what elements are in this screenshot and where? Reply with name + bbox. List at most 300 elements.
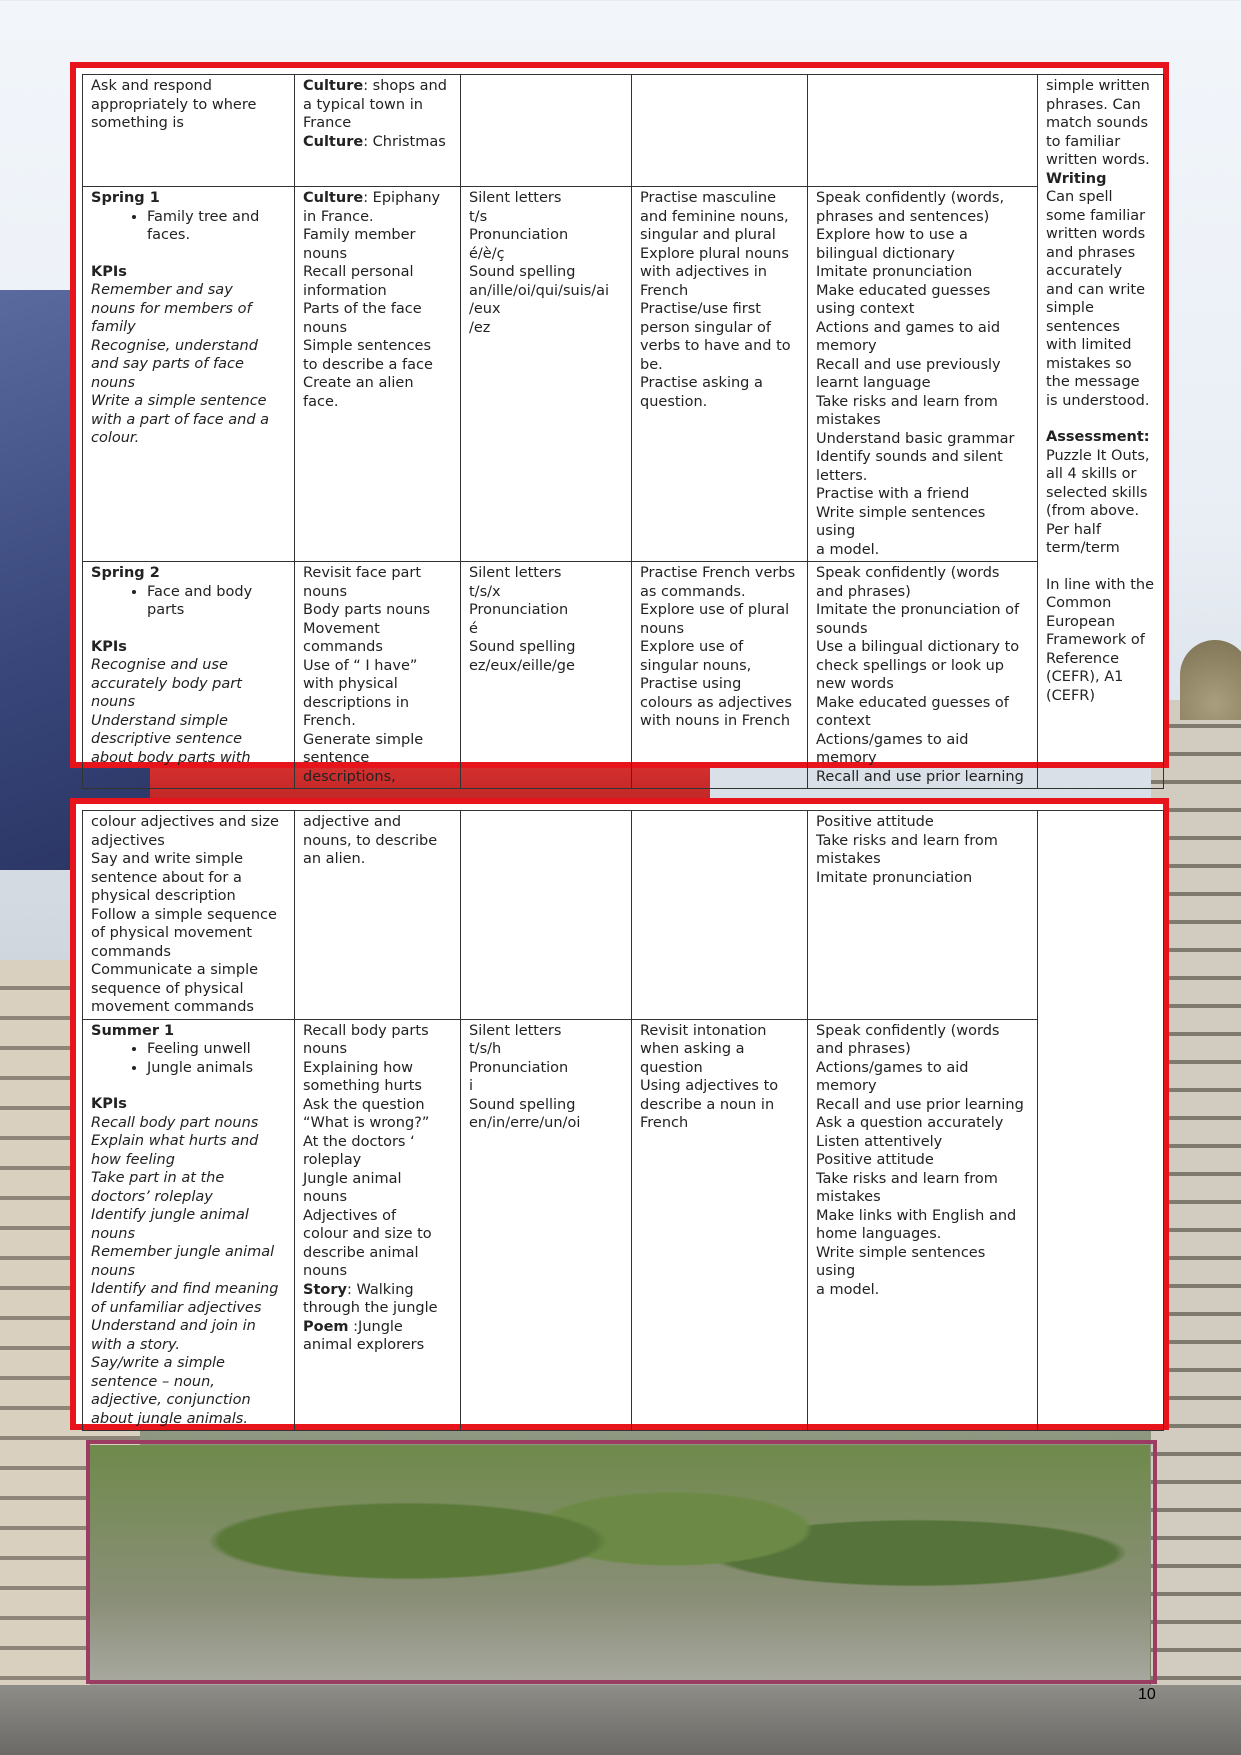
line-text: : Christmas bbox=[363, 133, 446, 150]
line-text: colour and size to bbox=[303, 1226, 432, 1242]
text-line bbox=[303, 1151, 452, 1170]
text-line: nouns bbox=[91, 1225, 135, 1242]
skills-cell bbox=[808, 75, 1038, 187]
text-line: Using adjectives to bbox=[640, 1078, 779, 1094]
text-line: colour adjectives and size bbox=[91, 814, 279, 830]
topic-item: • Feeling unwell bbox=[147, 1040, 286, 1059]
content-cell bbox=[295, 187, 461, 562]
phonics-cell bbox=[461, 187, 632, 562]
text-line bbox=[303, 208, 452, 227]
page-number: 10 bbox=[1138, 1686, 1156, 1703]
line-text: Family member bbox=[303, 227, 416, 243]
text-line: In line with the bbox=[1046, 576, 1155, 593]
text-line: a model. bbox=[816, 541, 880, 558]
text-line: and say parts of face bbox=[91, 356, 244, 372]
text-line: sentence – noun, bbox=[91, 1373, 215, 1390]
text-line: physical description bbox=[91, 888, 236, 904]
text-line: Understand basic grammar bbox=[816, 430, 1015, 447]
text-line: Take risks and learn from bbox=[816, 1170, 998, 1187]
text-line: descriptions in bbox=[303, 694, 410, 711]
text-line bbox=[303, 1262, 452, 1281]
text-line: adjective and bbox=[303, 814, 402, 830]
text-line: verbs to have and to bbox=[640, 338, 791, 354]
text-line: French bbox=[640, 1115, 689, 1131]
line-text: : Epiphany bbox=[363, 190, 441, 206]
line-text: Parts of the face bbox=[303, 301, 422, 317]
text-line bbox=[303, 1299, 452, 1318]
text-line: Positive attitude bbox=[816, 814, 934, 830]
text-line: Explore use of bbox=[640, 639, 744, 655]
unit-cell-spring-2 bbox=[83, 562, 295, 789]
text-line: adjective, conjunction bbox=[91, 1392, 251, 1408]
text-line bbox=[303, 96, 452, 115]
skills-cell bbox=[808, 187, 1038, 562]
topic-list bbox=[91, 1040, 286, 1077]
text-line bbox=[303, 356, 452, 375]
text-line: Remember and say bbox=[91, 282, 233, 298]
topic-item: • Jungle animals bbox=[147, 1059, 286, 1078]
text-line: appropriately to where bbox=[91, 96, 257, 113]
line-text: Explaining how bbox=[303, 1059, 414, 1076]
text-line: sounds bbox=[816, 620, 868, 637]
text-line: Ask a question accurately bbox=[816, 1115, 1004, 1131]
text-line: mistakes bbox=[816, 412, 881, 428]
text-line: Framework of bbox=[1046, 632, 1145, 648]
text-line: Reference bbox=[1046, 650, 1120, 667]
text-line: descriptions, bbox=[303, 768, 396, 785]
line-text: : shops and bbox=[363, 78, 447, 94]
text-line: Communicate a simple bbox=[91, 962, 259, 978]
text-line: Take part in at the bbox=[91, 1170, 225, 1186]
text-line: Pronunciation bbox=[469, 602, 569, 618]
text-line: with limited bbox=[1046, 337, 1132, 353]
text-line bbox=[303, 1281, 452, 1300]
unit-cell bbox=[83, 811, 295, 1020]
text-line: nouns bbox=[91, 374, 135, 391]
text-line: Actions and games to aid bbox=[816, 319, 1001, 336]
text-line: mistakes bbox=[816, 1189, 881, 1205]
text-line: about body parts with bbox=[91, 749, 251, 766]
text-line: Recall and use prior learning bbox=[816, 1096, 1024, 1113]
table-row-summer-1 bbox=[83, 1019, 1164, 1431]
text-line: Practise asking a bbox=[640, 375, 763, 391]
text-line: sequence of physical bbox=[91, 980, 244, 997]
text-line: nouns bbox=[91, 1262, 135, 1279]
text-line: Write simple sentences using bbox=[816, 504, 986, 539]
text-line: some familiar bbox=[1046, 207, 1146, 224]
table-row bbox=[83, 811, 1164, 1020]
text-line: Generate simple bbox=[303, 731, 424, 748]
text-line: a model. bbox=[816, 1281, 880, 1298]
text-line: simple written bbox=[1046, 78, 1150, 94]
text-line: nouns bbox=[91, 694, 135, 710]
text-line: é bbox=[469, 620, 478, 637]
text-line: Common bbox=[1046, 595, 1112, 611]
text-line: movement commands bbox=[91, 999, 254, 1015]
text-line: and can write bbox=[1046, 281, 1146, 298]
text-line: with a story. bbox=[91, 1336, 181, 1353]
text-line: Silent letters bbox=[469, 565, 562, 581]
text-line: phrases. Can bbox=[1046, 96, 1141, 113]
text-line: Listen attentively bbox=[816, 1133, 943, 1150]
text-line: Actions/games to aid bbox=[816, 731, 969, 748]
text-line: Revisit intonation bbox=[640, 1022, 767, 1039]
text-line: of unfamiliar adjectives bbox=[91, 1299, 262, 1316]
assessment-heading: Assessment: bbox=[1046, 429, 1150, 445]
text-line bbox=[303, 1244, 452, 1263]
photo-frame bbox=[86, 1440, 1157, 1684]
line-text: a typical town in bbox=[303, 96, 423, 113]
text-line: accurately bbox=[1046, 263, 1123, 279]
topic-item: • Face and body parts bbox=[147, 583, 286, 620]
background-street bbox=[0, 1685, 1241, 1755]
text-line: adjectives bbox=[91, 832, 165, 849]
content-cell bbox=[295, 562, 461, 789]
line-text: Simple sentences bbox=[303, 338, 432, 354]
text-line: accurately body part bbox=[91, 675, 242, 692]
text-line: i bbox=[469, 1078, 474, 1094]
text-line: person singular of bbox=[640, 319, 771, 336]
line-text: Recall body parts bbox=[303, 1022, 429, 1039]
text-line: singular and plural bbox=[640, 227, 776, 243]
text-line: colour. bbox=[91, 430, 140, 446]
text-line: family bbox=[91, 319, 136, 335]
line-text: nouns bbox=[303, 319, 347, 336]
text-line bbox=[303, 282, 452, 301]
text-line: Take risks and learn from bbox=[816, 832, 998, 849]
text-line bbox=[303, 1336, 452, 1355]
text-line: sentence about for a bbox=[91, 869, 242, 886]
kpis-label: KPIs bbox=[91, 638, 127, 655]
text-line: Body parts nouns bbox=[303, 602, 431, 618]
text-line bbox=[303, 1096, 452, 1115]
text-line: about jungle animals. bbox=[91, 1410, 248, 1427]
writing-heading: Writing bbox=[1046, 170, 1107, 187]
text-line: Imitate pronunciation bbox=[816, 869, 973, 886]
text-line: Write a simple sentence bbox=[91, 393, 267, 409]
text-line bbox=[303, 374, 452, 393]
content-cell bbox=[295, 1019, 461, 1431]
text-line: to familiar bbox=[1046, 133, 1121, 150]
text-line bbox=[303, 1170, 452, 1189]
text-line: descriptive sentence bbox=[91, 731, 243, 747]
text-line: Practise/use first bbox=[640, 301, 761, 317]
topic-list bbox=[91, 583, 286, 620]
text-line: mistakes so bbox=[1046, 355, 1132, 372]
text-line: (CEFR) bbox=[1046, 687, 1096, 704]
text-line bbox=[303, 1318, 452, 1337]
line-text: roleplay bbox=[303, 1152, 362, 1168]
text-line bbox=[303, 1225, 452, 1244]
text-line: Understand and join in bbox=[91, 1318, 256, 1334]
phonics-cell bbox=[461, 1019, 632, 1431]
text-line: Sound spelling bbox=[469, 639, 576, 655]
text-line: learnt language bbox=[816, 375, 931, 391]
text-line: French. bbox=[303, 713, 356, 729]
text-line bbox=[303, 319, 452, 338]
content-cell bbox=[295, 75, 461, 187]
text-line: sentence bbox=[303, 750, 370, 766]
text-line: Movement bbox=[303, 620, 380, 637]
text-line: sentences bbox=[1046, 318, 1120, 335]
text-line: Speak confidently (words bbox=[816, 1022, 1000, 1039]
kpis-label: KPIs bbox=[91, 263, 127, 280]
line-text: Jungle animal bbox=[303, 1170, 402, 1187]
line-text: “What is wrong?” bbox=[303, 1115, 430, 1131]
text-line: Actions/games to aid bbox=[816, 1059, 969, 1076]
text-line bbox=[303, 226, 452, 245]
text-line: Revisit face part bbox=[303, 565, 422, 581]
line-text: Create an alien bbox=[303, 375, 414, 391]
text-line: check spellings or look up bbox=[816, 657, 1004, 674]
text-line: Ask and respond bbox=[91, 78, 212, 94]
text-line: new words bbox=[816, 676, 894, 692]
text-line: Speak confidently (words bbox=[816, 565, 1000, 581]
topic-list bbox=[91, 208, 286, 245]
text-line: and phrases) bbox=[816, 583, 911, 600]
text-line: Take risks and learn from bbox=[816, 393, 998, 410]
text-line: Silent letters bbox=[469, 1022, 562, 1039]
text-line: context bbox=[816, 713, 871, 729]
phonics-cell bbox=[461, 811, 632, 1020]
text-line: Sound spelling bbox=[469, 264, 576, 280]
grammar-cell bbox=[632, 75, 808, 187]
text-line: Say and write simple bbox=[91, 851, 244, 867]
text-line bbox=[303, 1022, 452, 1041]
text-line: Can spell bbox=[1046, 189, 1113, 205]
text-line: (from above. bbox=[1046, 503, 1140, 519]
unit-cell-summer-1 bbox=[83, 1019, 295, 1431]
text-line: term/term bbox=[1046, 540, 1120, 556]
text-line: Identify jungle animal bbox=[91, 1207, 249, 1223]
text-line: an/ille/oi/qui/suis/ai bbox=[469, 282, 610, 299]
text-line: Identify and find meaning bbox=[91, 1281, 279, 1297]
text-line: memory bbox=[816, 750, 877, 766]
text-line bbox=[303, 300, 452, 319]
table-row-spring-1 bbox=[83, 187, 1164, 562]
text-line: Follow a simple sequence bbox=[91, 906, 277, 923]
text-line bbox=[303, 1040, 452, 1059]
line-label: Culture bbox=[303, 190, 364, 206]
text-line bbox=[303, 1133, 452, 1152]
text-line: an alien. bbox=[303, 851, 366, 867]
text-line: Pronunciation bbox=[469, 1059, 569, 1076]
text-line: European bbox=[1046, 613, 1116, 630]
line-text: Ask the question bbox=[303, 1096, 425, 1113]
text-line bbox=[303, 189, 452, 208]
grammar-cell bbox=[632, 1019, 808, 1431]
line-label: Culture bbox=[303, 78, 364, 94]
line-text: nouns bbox=[303, 245, 347, 262]
text-line: with physical bbox=[303, 676, 398, 692]
text-line: /ez bbox=[469, 319, 491, 336]
text-line: and phrases bbox=[1046, 244, 1136, 261]
text-line: Positive attitude bbox=[816, 1152, 934, 1168]
text-line: all 4 skills or bbox=[1046, 466, 1137, 482]
text-line: Say/write a simple bbox=[91, 1355, 225, 1371]
text-line: Use a bilingual dictionary to bbox=[816, 639, 1020, 655]
background-dome bbox=[1180, 640, 1241, 720]
text-line: colours as adjectives bbox=[640, 694, 792, 711]
text-line: match sounds bbox=[1046, 115, 1149, 131]
topic-item: • Family tree and faces. bbox=[147, 208, 286, 245]
text-line: nouns bbox=[303, 583, 347, 600]
skills-cell bbox=[808, 562, 1038, 789]
text-line: /eux bbox=[469, 301, 501, 317]
line-text: through the jungle bbox=[303, 1300, 438, 1316]
text-line: Recognise, understand bbox=[91, 337, 258, 354]
text-line bbox=[303, 133, 452, 152]
text-line: commands bbox=[91, 943, 171, 960]
line-label: Poem bbox=[303, 1318, 349, 1335]
text-line: written words. bbox=[1046, 152, 1150, 168]
text-line: selected skills bbox=[1046, 484, 1148, 501]
text-line bbox=[303, 263, 452, 282]
text-line: how feeling bbox=[91, 1151, 175, 1168]
text-line: Make educated guesses bbox=[816, 282, 991, 299]
text-line: Per half bbox=[1046, 521, 1101, 538]
text-line: Identify sounds and silent bbox=[816, 449, 1003, 465]
text-line: Practise using bbox=[640, 676, 742, 692]
unit-cell bbox=[83, 75, 295, 187]
text-line: with nouns in French bbox=[640, 713, 791, 729]
text-line bbox=[303, 1059, 452, 1078]
text-line bbox=[303, 77, 452, 96]
curriculum-table-section-2 bbox=[70, 798, 1169, 1430]
text-line: and phrases) bbox=[816, 1041, 911, 1057]
text-line: describe a noun in bbox=[640, 1096, 775, 1113]
text-line: commands bbox=[303, 639, 383, 655]
text-line: ez/eux/eille/ge bbox=[469, 657, 575, 674]
text-line: Make links with English and bbox=[816, 1207, 1017, 1224]
text-line: Use of “ I have” bbox=[303, 657, 418, 674]
curriculum-table-2 bbox=[82, 810, 1164, 1431]
text-line: Recall and use prior learning bbox=[816, 768, 1024, 785]
text-line: bilingual dictionary bbox=[816, 245, 955, 262]
text-line: with adjectives in bbox=[640, 264, 767, 280]
text-line: mistakes bbox=[816, 851, 881, 867]
text-line: phrases and sentences) bbox=[816, 208, 990, 225]
text-line: using context bbox=[816, 301, 915, 317]
text-line: something is bbox=[91, 115, 184, 131]
text-line: Speak confidently (words, bbox=[816, 190, 1005, 206]
unit-cell-spring-1 bbox=[83, 187, 295, 562]
text-line: Silent letters bbox=[469, 190, 562, 206]
text-line: Imitate pronunciation bbox=[816, 264, 973, 280]
line-text: face. bbox=[303, 393, 339, 410]
text-line: Practise with a friend bbox=[816, 486, 970, 502]
text-line: (CEFR), A1 bbox=[1046, 669, 1124, 685]
grammar-cell bbox=[632, 187, 808, 562]
text-line: Make educated guesses of bbox=[816, 694, 1009, 711]
line-text: France bbox=[303, 115, 352, 131]
text-line: Practise masculine bbox=[640, 190, 777, 206]
line-label: Story bbox=[303, 1281, 347, 1298]
assessment-cell bbox=[1038, 75, 1164, 789]
text-line: memory bbox=[816, 1078, 877, 1094]
term-title: Summer 1 bbox=[91, 1022, 175, 1039]
term-title: Spring 1 bbox=[91, 190, 160, 206]
text-line: simple bbox=[1046, 300, 1094, 316]
text-line: when asking a bbox=[640, 1041, 745, 1057]
text-line: singular nouns, bbox=[640, 657, 752, 674]
line-text: : Walking bbox=[346, 1281, 414, 1298]
kpis-label: KPIs bbox=[91, 1096, 127, 1112]
text-line bbox=[303, 337, 452, 356]
phonics-cell bbox=[461, 562, 632, 789]
line-text: :Jungle bbox=[348, 1318, 403, 1335]
text-line: t/s/x bbox=[469, 583, 501, 600]
text-line: Explore how to use a bbox=[816, 227, 968, 243]
skills-cell bbox=[808, 811, 1038, 1020]
text-line bbox=[303, 245, 452, 264]
curriculum-table-section-1 bbox=[70, 62, 1169, 785]
text-line: nouns, to describe bbox=[303, 832, 438, 849]
text-line: Remember jungle animal bbox=[91, 1244, 275, 1260]
text-line: question bbox=[640, 1059, 703, 1076]
text-line bbox=[303, 1077, 452, 1096]
text-line: Explore use of plural bbox=[640, 602, 790, 618]
text-line: Recall body part nouns bbox=[91, 1114, 259, 1131]
text-line: t/s/h bbox=[469, 1041, 502, 1057]
assessment-cell bbox=[1038, 811, 1164, 1431]
text-line: home languages. bbox=[816, 1226, 942, 1242]
text-line: Pronunciation bbox=[469, 227, 569, 243]
line-text: to describe a face bbox=[303, 356, 433, 373]
skills-cell bbox=[808, 1019, 1038, 1431]
text-line: be. bbox=[640, 356, 663, 373]
text-line: Recall and use previously bbox=[816, 356, 1001, 373]
text-line: doctors’ roleplay bbox=[91, 1188, 213, 1205]
grammar-cell bbox=[632, 811, 808, 1020]
text-line: Understand simple bbox=[91, 712, 228, 729]
text-line: Puzzle It Outs, bbox=[1046, 447, 1150, 464]
text-line: Imitate the pronunciation of bbox=[816, 602, 1020, 618]
text-line: Explain what hurts and bbox=[91, 1133, 259, 1149]
table-row bbox=[83, 75, 1164, 187]
text-line: the message bbox=[1046, 374, 1140, 390]
line-text: At the doctors ‘ bbox=[303, 1133, 415, 1150]
text-line: Sound spelling bbox=[469, 1096, 576, 1113]
term-title: Spring 2 bbox=[91, 565, 160, 581]
text-line: nouns for members of bbox=[91, 300, 252, 317]
text-line: written words bbox=[1046, 226, 1146, 242]
text-line: Explore plural nouns bbox=[640, 245, 789, 262]
text-line: of physical movement bbox=[91, 925, 253, 941]
text-line: letters. bbox=[816, 467, 868, 484]
line-text: information bbox=[303, 282, 387, 299]
text-line bbox=[303, 1114, 452, 1133]
line-label: Culture bbox=[303, 133, 364, 150]
grammar-cell bbox=[632, 562, 808, 789]
line-text: nouns bbox=[303, 1041, 347, 1057]
line-text: in France. bbox=[303, 208, 374, 225]
line-text: Adjectives of bbox=[303, 1207, 397, 1224]
text-line bbox=[303, 114, 452, 133]
line-text: describe animal bbox=[303, 1244, 419, 1261]
text-line: en/in/erre/un/oi bbox=[469, 1115, 581, 1131]
text-line: Recognise and use bbox=[91, 657, 228, 673]
text-line bbox=[303, 1207, 452, 1226]
text-line: Practise French verbs bbox=[640, 565, 796, 581]
phonics-cell bbox=[461, 75, 632, 187]
line-text: animal explorers bbox=[303, 1337, 425, 1353]
text-line: t/s bbox=[469, 208, 488, 225]
curriculum-table-1 bbox=[82, 74, 1164, 789]
text-line: memory bbox=[816, 338, 877, 354]
text-line: Write simple sentences using bbox=[816, 1244, 986, 1279]
content-cell bbox=[295, 811, 461, 1020]
